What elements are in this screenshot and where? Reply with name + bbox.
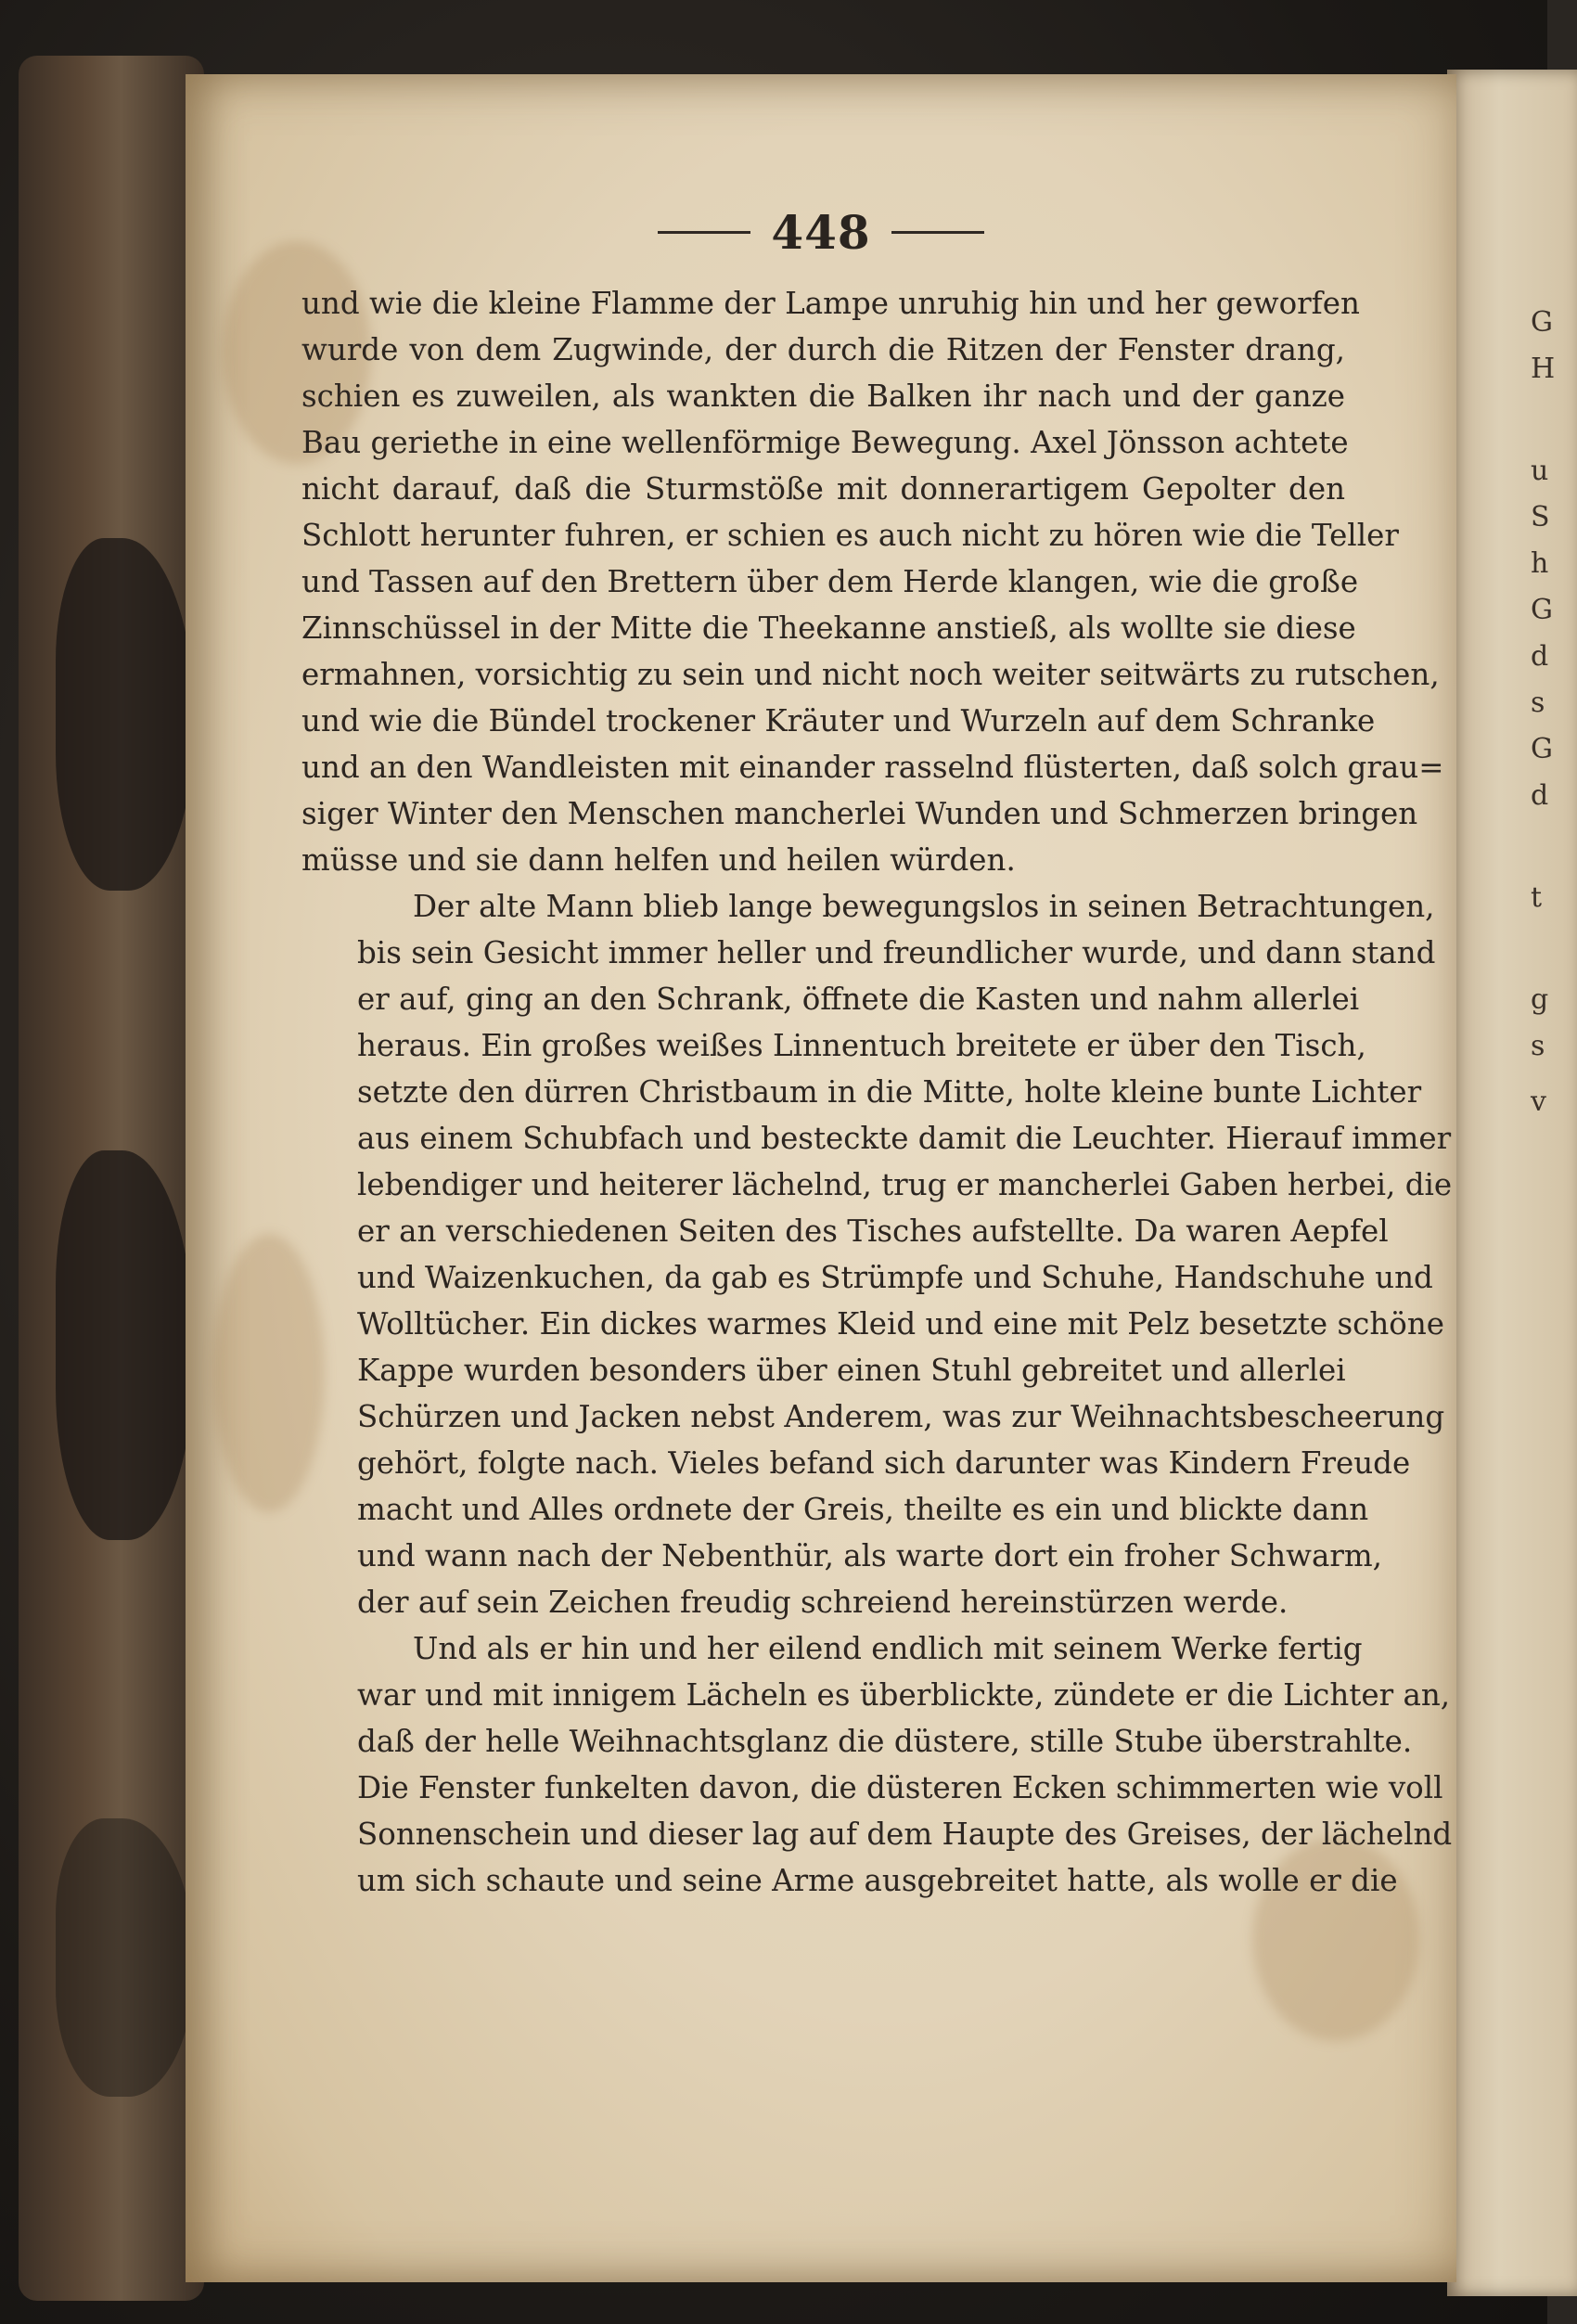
text-line: heraus. Ein großes weißes Linnentuch breitete er über den Tisch,: [357, 1028, 1366, 1063]
page-number: 448: [771, 204, 871, 260]
header-rule-right: [891, 231, 984, 234]
facing-page-glyph: g: [1531, 983, 1549, 1016]
facing-page-glyph: t: [1531, 881, 1543, 914]
binding-stain: [56, 538, 195, 891]
facing-page-glyph: d: [1531, 640, 1549, 673]
facing-page-glyph: s: [1531, 1030, 1545, 1062]
facing-page-glyph: S: [1531, 501, 1550, 533]
text-line: Kappe wurden besonders über einen Stuhl gebreitet und allerlei: [357, 1353, 1346, 1388]
text-line: bis sein Gesicht immer heller und freundlicher wurde, und dann stand: [357, 935, 1436, 970]
text-line: Und als er hin und her eilend endlich mit seinem Werke fertig: [413, 1631, 1363, 1666]
text-line: ermahnen, vorsichtig zu sein und nicht noch weiter seitwärts zu rutschen,: [301, 657, 1440, 692]
text-line: schien es zuweilen, als wankten die Balken ihr nach und der ganze: [301, 379, 1345, 414]
text-line: gehört, folgte nach. Vieles befand sich darunter was Kindern Freude: [357, 1445, 1411, 1481]
paragraph: [301, 1625, 1453, 1904]
text-line: Die Fenster funkelten davon, die düsteren Ecken schimmerten wie voll: [357, 1770, 1443, 1805]
facing-page-glyph: d: [1531, 779, 1549, 812]
facing-page-glyph: H: [1531, 353, 1556, 385]
body-text: [301, 280, 1453, 1904]
text-line: Wolltücher. Ein dickes warmes Kleid und eine mit Pelz besetzte schöne: [357, 1306, 1444, 1342]
paragraph: [301, 883, 1453, 1625]
text-line: wurde von dem Zugwinde, der durch die Ritzen der Fenster drang,: [301, 332, 1345, 367]
book-binding: [19, 56, 204, 2301]
text-line: und Tassen auf den Brettern über dem Herde klangen, wie die große: [301, 564, 1359, 599]
facing-page-glyph: G: [1531, 306, 1553, 339]
binding-stain: [56, 1818, 195, 2097]
text-line: der auf sein Zeichen freudig schreiend hereinstürzen werde.: [357, 1585, 1289, 1620]
text-line: aus einem Schubfach und besteckte damit die Leuchter. Hierauf immer: [357, 1121, 1452, 1156]
text-line: und wie die Bündel trockener Kräuter und Wurzeln auf dem Schranke: [301, 703, 1376, 738]
facing-page-glyph: s: [1531, 687, 1545, 719]
text-line: siger Winter den Menschen mancherlei Wunden und Schmerzen bringen: [301, 796, 1418, 831]
text-line: er an verschiedenen Seiten des Tisches aufstellte. Da waren Aepfel: [357, 1213, 1389, 1249]
page-header: [186, 195, 1456, 269]
facing-page-glyph: h: [1531, 547, 1549, 580]
text-line: daß der helle Weihnachtsglanz die düstere, stille Stube überstrahlte.: [357, 1724, 1413, 1759]
text-line: und Waizenkuchen, da gab es Strümpfe und Schuhe, Handschuhe und: [357, 1260, 1433, 1295]
text-line: um sich schaute und seine Arme ausgebreitet hatte, als wolle er die: [357, 1863, 1398, 1898]
text-line: er auf, ging an den Schrank, öffnete die Kasten und nahm allerlei: [357, 982, 1360, 1017]
facing-page-glyph: v: [1531, 1085, 1546, 1118]
facing-page-edge: [1447, 70, 1577, 2296]
text-line: Sonnenschein und dieser lag auf dem Haupte des Greises, der lächelnd: [357, 1817, 1453, 1852]
text-line: Schlott herunter fuhren, er schien es auch nicht zu hören wie die Teller: [301, 518, 1399, 553]
text-line: Schürzen und Jacken nebst Anderem, was zur Weihnachtsbescheerung: [357, 1399, 1445, 1434]
text-line: setzte den dürren Christbaum in die Mitte, holte kleine bunte Lichter: [357, 1074, 1422, 1110]
book-page: [186, 74, 1456, 2282]
text-line: Der alte Mann blieb lange bewegungslos in seinen Betrachtungen,: [413, 889, 1435, 924]
facing-page-glyph: u: [1531, 455, 1549, 487]
text-line: macht und Alles ordnete der Greis, theilte es ein und blickte dann: [357, 1492, 1369, 1527]
facing-page-glyph: G: [1531, 733, 1553, 765]
text-line: und an den Wandleisten mit einander rasselnd flüsterten, daß solch grau=: [301, 750, 1444, 785]
header-rule-left: [658, 231, 750, 234]
facing-page-glyph: G: [1531, 594, 1553, 626]
text-line: lebendiger und heiterer lächelnd, trug er mancherlei Gaben herbei, die: [357, 1167, 1453, 1202]
text-line: und wie die kleine Flamme der Lampe unruhig hin und her geworfen: [301, 286, 1360, 321]
text-line: Bau geriethe in eine wellenförmige Bewegung. Axel Jönsson achtete: [301, 425, 1349, 460]
text-line: und wann nach der Nebenthür, als warte dort ein froher Schwarm,: [357, 1538, 1383, 1573]
text-line: nicht darauf, daß die Sturmstöße mit donnerartigem Gepolter den: [301, 471, 1345, 507]
paragraph: [301, 280, 1444, 883]
text-line: Zinnschüssel in der Mitte die Theekanne anstieß, als wollte sie diese: [301, 610, 1356, 646]
text-line: müsse und sie dann helfen und heilen würden.: [301, 842, 1016, 878]
text-line: war und mit innigem Lächeln es überblickte, zündete er die Lichter an,: [357, 1677, 1451, 1713]
binding-stain: [56, 1150, 195, 1540]
